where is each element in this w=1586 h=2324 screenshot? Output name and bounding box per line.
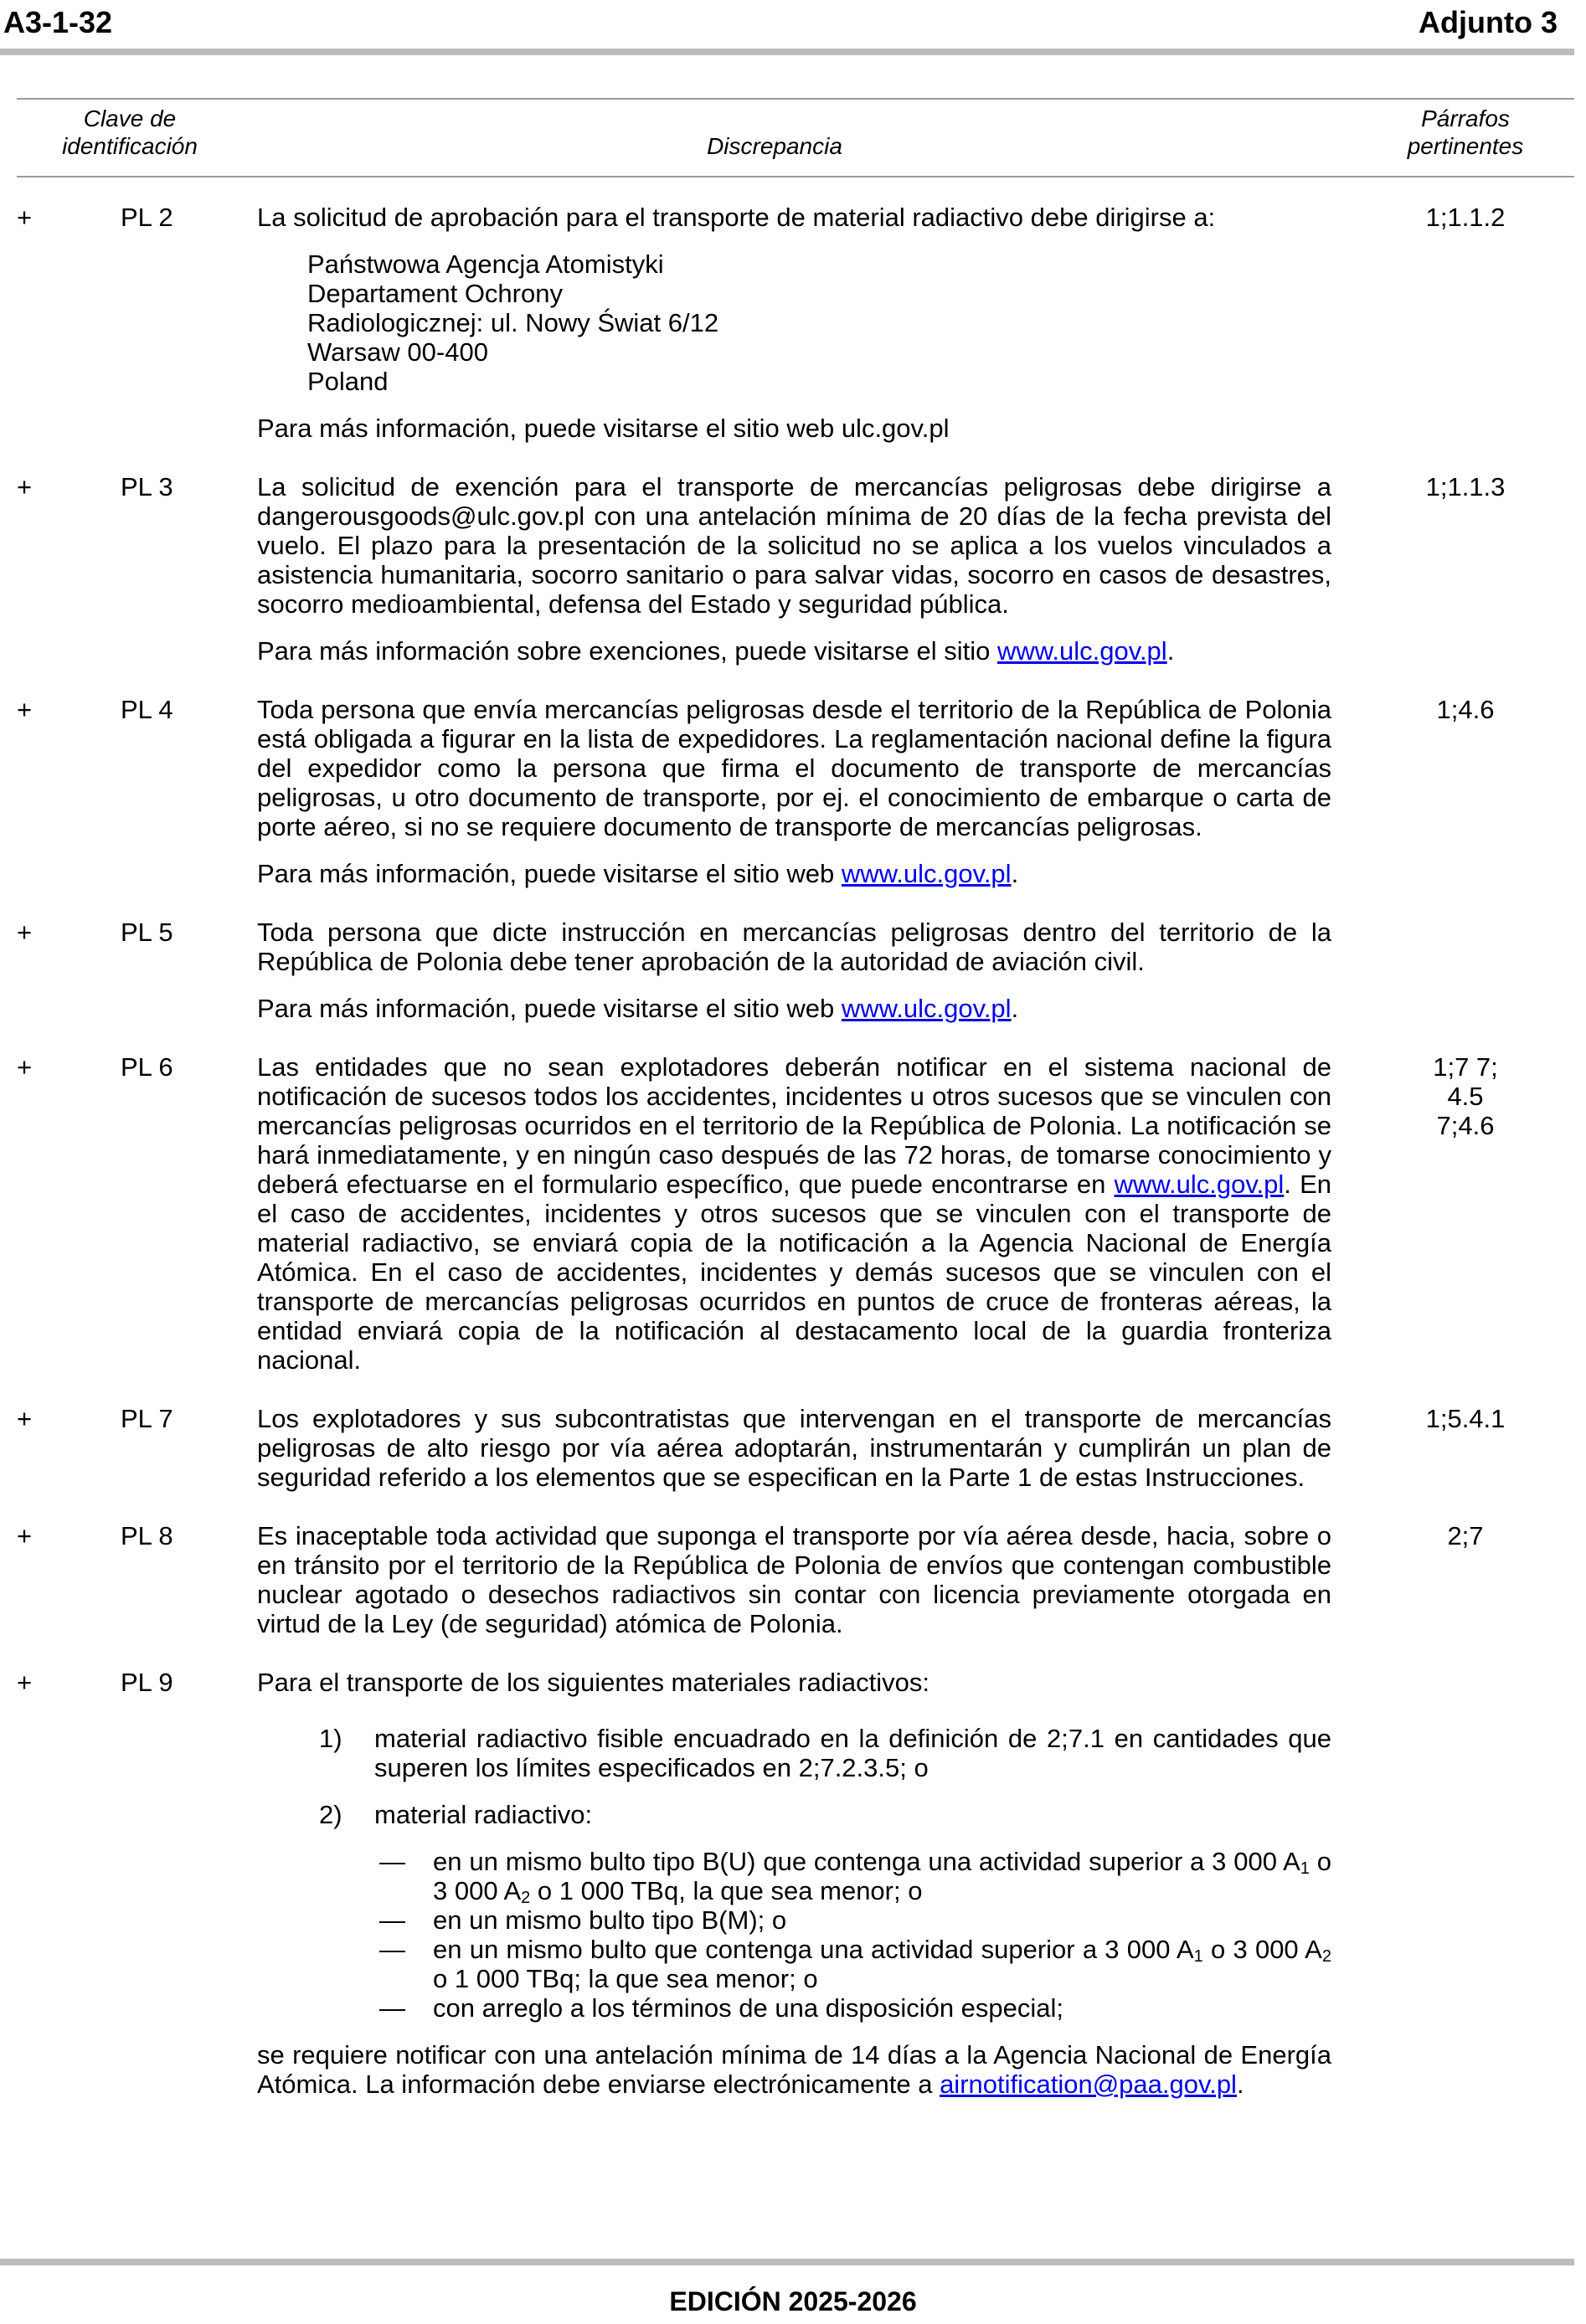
more-info: Para más información sobre exenciones, puede visitarse el sitio www.ulc.gov.pl. (257, 636, 1175, 666)
dash-list (257, 1847, 1331, 2023)
entry-key: PL 3 (121, 472, 173, 501)
entry-text (257, 1052, 1331, 1375)
more-info: Para más información, puede visitarse el sitio web www.ulc.gov.pl. (257, 994, 1019, 1023)
entry-paragraphs: 1;7 7; 4.5 7;4.6 (1433, 1052, 1498, 1140)
entry-key: PL 8 (121, 1521, 173, 1550)
entry-text (257, 1404, 1331, 1492)
col-header-paragraphs: Párrafos pertinentes (1407, 105, 1524, 159)
entry-paragraphs: 1;5.4.1 (1425, 1404, 1506, 1433)
footer-rule (0, 2259, 1574, 2265)
ulc-link[interactable]: www.ulc.gov.pl (1114, 1170, 1285, 1199)
dash-bullet: — (379, 1935, 405, 1964)
attachment-label: Adjunto 3 (1419, 5, 1558, 39)
entry-text (257, 695, 1331, 888)
dash-bullet: — (379, 1905, 405, 1935)
address-block: Państwowa Agencja Atomistyki Departament Ochrony Radiologicznej: ul. Nowy Świat 6/12 Warsaw 00-400 Poland (307, 249, 719, 396)
entry-text (257, 203, 1331, 443)
page-number: A3-1-32 (3, 5, 113, 39)
entry-paragraph: Toda persona que envía mercancías peligrosas desde el territorio de la República de Polonia está obligada a figurar en la lista de expedidores. La reglamentación nacional define la figura del expedidor como la persona que firma el documento de transporte de mercancías peligrosas, u otro documento de transporte, por ej. el conocimiento de embarque o carta de porte aéreo, si no se requiere documento de transporte de mercancías peligrosas. (257, 695, 1331, 841)
change-marker: + (17, 472, 33, 501)
entry-paragraph: Las entidades que no sean explotadores deberán notificar en el sistema nacional de notificación de sucesos todos los accidentes, incidentes u otros sucesos que se vinculen con mercancías peligrosas ocurridos en el territorio de la República de Polonia. La notificación se hará inmediatamente, y en ningún caso después de las 72 horas, de tomarse conocimiento y deberá efectuarse en el formulario específico, que puede encontrarse en www.ulc.gov.pl. En el caso de accidentes, incidentes y otros sucesos que se vinculen con el transporte de material radiactivo, se enviará copia de la notificación a la Agencia Nacional de Energía Atómica. En el caso de accidentes, incidentes y demás sucesos que se vinculen con el transporte de mercancías peligrosas ocurridos en puntos de cruce de fronteras aéreas, la entidad enviará copia de la notificación al destacamento local de la guardia fronteriza nacional. (257, 1052, 1331, 1375)
list-number: 1) (319, 1724, 342, 1753)
entry-paragraphs: 1;1.1.3 (1425, 472, 1506, 501)
entry-pl2 (0, 203, 1574, 443)
dash-bullet: — (379, 1847, 405, 1876)
entry-paragraph: La solicitud de aprobación para el transporte de material radiactivo debe dirigirse a: (257, 203, 1216, 232)
change-marker: + (17, 203, 33, 232)
entry-pl5 (0, 918, 1574, 1023)
entry-pl8 (0, 1521, 1574, 1638)
entry-paragraph: se requiere notificar con una antelación mínima de 14 días a la Agencia Nacional de Energía Atómica. La información debe enviarse electrónicamente a airnotification@paa.gov.pl. (257, 2040, 1331, 2099)
ulc-link[interactable]: www.ulc.gov.pl (841, 859, 1012, 888)
entry-text (257, 1668, 1331, 2099)
entry-text (257, 1521, 1331, 1638)
col-header-discrepancy: Discrepancia (707, 133, 842, 159)
change-marker: + (17, 918, 33, 947)
entry-key: PL 6 (121, 1052, 173, 1082)
entry-paragraphs: 2;7 (1447, 1521, 1484, 1550)
change-marker: + (17, 1521, 33, 1550)
entry-pl6 (0, 1052, 1574, 1375)
discrepancy-list (0, 203, 1574, 2099)
email-link[interactable]: airnotification@paa.gov.pl (940, 2069, 1237, 2099)
ulc-link[interactable]: www.ulc.gov.pl (841, 994, 1012, 1023)
more-info: Para más información, puede visitarse el sitio web www.ulc.gov.pl. (257, 859, 1019, 888)
entry-paragraph: Es inaceptable toda actividad que suponga el transporte por vía aérea desde, hacia, sobre o en tránsito por el territorio de la República de Polonia de envíos que contengan combustible nuclear agotado o desechos radiactivos sin contar con licencia previamente otorgada en virtud de la Ley (de seguridad) atómica de Polonia. (257, 1521, 1331, 1638)
entry-pl9 (0, 1668, 1574, 2099)
header-rule (0, 49, 1574, 55)
ulc-link[interactable]: www.ulc.gov.pl (996, 636, 1167, 666)
dash-bullet: — (379, 1993, 405, 2023)
entry-text (257, 918, 1331, 1023)
edition-footer: EDICIÓN 2025-2026 (669, 2286, 917, 2316)
entry-paragraphs: 1;4.6 (1436, 695, 1495, 724)
change-marker: + (17, 1668, 33, 1697)
entry-pl3 (0, 472, 1574, 666)
entry-paragraph: Para el transporte de los siguientes materiales radiactivos: (257, 1668, 929, 1697)
col-header-key: Clave de identificación (62, 105, 198, 159)
entry-paragraph: La solicitud de exención para el transporte de mercancías peligrosas debe dirigirse a dangerousgoods@ulc.gov.pl con una antelación mínima de 20 días de la fecha prevista del vuelo. El plazo para la presentación de la solicitud no se aplica a los vuelos vinculados a asistencia humanitaria, socorro sanitario o para salvar vidas, socorro en casos de desastres, socorro medioambiental, defensa del Estado y seguridad pública. (257, 472, 1331, 619)
entry-paragraph: Los explotadores y sus subcontratistas que intervengan en el transporte de mercancías peligrosas de alto riesgo por vía aérea adoptarán, instrumentarán y cumplirán un plan de seguridad referido a los elementos que se especifican en la Parte 1 de estas Instrucciones. (257, 1404, 1331, 1492)
change-marker: + (17, 1404, 33, 1433)
dash-item: — en un mismo bulto tipo B(M); o (379, 1905, 787, 1935)
more-info: Para más información, puede visitarse el sitio web ulc.gov.pl (257, 414, 950, 443)
entry-paragraph: Toda persona que dicte instrucción en mercancías peligrosas dentro del territorio de la República de Polonia debe tener aprobación de la autoridad de aviación civil. (257, 918, 1331, 976)
change-marker: + (17, 1052, 33, 1082)
entry-text (257, 472, 1331, 666)
change-marker: + (17, 695, 33, 724)
dash-item: — con arreglo a los términos de una disposición especial; (379, 1993, 1064, 2023)
entry-key: PL 4 (121, 695, 173, 724)
entry-paragraphs: 1;1.1.2 (1425, 203, 1506, 232)
entry-key: PL 5 (121, 918, 173, 947)
list-item: 2) material radiactivo: (319, 1800, 593, 1829)
table-header-rule (17, 176, 1574, 177)
entry-key: PL 7 (121, 1404, 173, 1433)
dash-item: — en un mismo bulto que contenga una actividad superior a 3 000 $A_1$ o 3 000 $A_2$ o 1 000 TBq; la que sea menor; o (379, 1935, 1331, 1993)
entry-key: PL 9 (121, 1668, 173, 1697)
entry-pl7 (0, 1404, 1574, 1492)
dash-item: — en un mismo bulto tipo B(U) que contenga una actividad superior a 3 000 $A_1$ o 3 000 $A_2$ o 1 000 TBq, la que sea menor; o (379, 1847, 1331, 1907)
entry-key: PL 2 (121, 203, 173, 232)
list-number: 2) (319, 1800, 342, 1829)
entry-pl4 (0, 695, 1574, 888)
table-top-rule (17, 98, 1574, 100)
list-item: 1) material radiactivo fisible encuadrado en la definición de 2;7.1 en cantidades que superen los límites especificados en 2;7.2.3.5; o (319, 1724, 1331, 1782)
